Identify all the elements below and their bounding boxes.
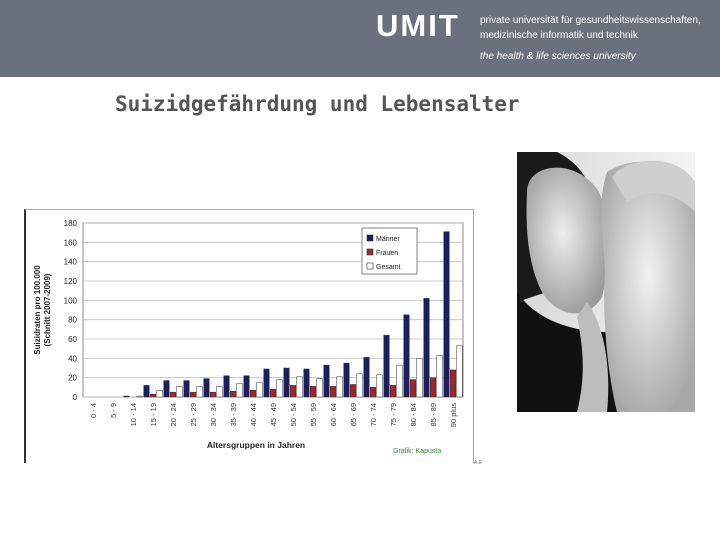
bar-männer (264, 369, 270, 397)
bar-männer (224, 376, 230, 397)
bar-gesamt (197, 386, 203, 397)
bar-männer (364, 357, 370, 397)
x-tick-label: 65 - 69 (349, 403, 358, 427)
bar-frauen (390, 385, 396, 397)
bar-gesamt (177, 386, 183, 397)
bar-gesamt (257, 383, 263, 398)
bar-gesamt (457, 346, 463, 397)
bar-männer (184, 381, 190, 397)
bar-männer (244, 376, 250, 397)
y-tick-label: 20 (68, 373, 77, 383)
x-tick-label: 40 - 44 (249, 403, 258, 427)
x-tick-label: 15 - 19 (149, 403, 158, 427)
bar-gesamt (377, 375, 383, 397)
x-tick-label: 55 - 59 (309, 403, 318, 427)
x-tick-label: 10 - 14 (129, 403, 138, 427)
bar-frauen (450, 370, 456, 397)
x-tick-label: 45 - 49 (269, 403, 278, 427)
bar-gesamt (337, 377, 343, 397)
bar-männer (204, 379, 210, 397)
bar-frauen (410, 380, 416, 397)
bar-männer (164, 381, 170, 397)
tagline-line-2: medizinische informatik und technik (480, 30, 638, 41)
bar-frauen (330, 386, 336, 397)
bar-männer (144, 385, 150, 397)
bar-frauen (370, 387, 376, 397)
bar-gesamt (137, 396, 143, 397)
y-tick-label: 40 (68, 354, 77, 364)
bar-gesamt (317, 379, 323, 397)
x-tick-label: 75 - 79 (389, 403, 398, 427)
bar-frauen (170, 392, 176, 397)
bar-gesamt (157, 390, 163, 397)
bar-männer (124, 396, 130, 397)
chart-frame (24, 209, 474, 463)
bar-gesamt (277, 380, 283, 397)
bar-männer (284, 368, 290, 397)
tagline-line-1: private universität für gesundheitswissenschaften, (480, 15, 701, 26)
footnote-mark: A.E (474, 460, 483, 466)
bar-gesamt (417, 358, 423, 397)
bar-frauen (190, 392, 196, 397)
bar-frauen (150, 394, 156, 397)
header-banner (0, 0, 720, 77)
x-tick-label: 70 - 74 (369, 403, 378, 427)
bar-männer (424, 298, 430, 397)
bar-gesamt (397, 365, 403, 397)
bar-männer (384, 335, 390, 397)
bar-männer (404, 315, 410, 397)
y-tick-label: 60 (68, 335, 77, 344)
bar-männer (344, 363, 350, 397)
x-tick-label: 25 - 29 (189, 403, 198, 427)
x-tick-label: 80 - 84 (409, 403, 418, 427)
bar-frauen (290, 385, 296, 397)
bar-frauen (250, 390, 256, 397)
x-tick-label: 90 plus (449, 403, 458, 428)
legend-label-frauen: Frauen (376, 250, 399, 257)
x-tick-label: 30 - 34 (209, 403, 218, 427)
x-tick-label: 35 - 39 (229, 403, 238, 427)
y-tick-label: 0 (72, 393, 77, 402)
tagline-line-3: the health & life sciences university (480, 51, 636, 62)
bar-gesamt (217, 386, 223, 397)
x-tick-label: 0 - 4 (89, 403, 98, 419)
x-axis-label: Altersgruppen in Jahren (206, 440, 306, 450)
bar-gesamt (237, 383, 243, 397)
x-tick-label: 60 - 64 (329, 403, 338, 427)
y-tick-label: 140 (63, 257, 77, 267)
y-tick-label: 100 (63, 296, 77, 306)
legend-swatch-gesamt (367, 263, 373, 269)
bar-frauen (430, 378, 436, 397)
bar-gesamt (357, 374, 363, 397)
legend-swatch-frauen (367, 249, 373, 255)
y-tick-label: 80 (68, 315, 77, 325)
legend-swatch-männer (367, 235, 373, 241)
x-tick-label: 20 - 24 (169, 403, 178, 427)
bar-frauen (270, 389, 276, 397)
bar-frauen (310, 386, 316, 397)
portrait-photo (517, 152, 695, 412)
bar-gesamt (297, 377, 303, 397)
x-tick-label: 85 - 89 (429, 403, 438, 427)
y-axis-label-line-2: (Schnitt 2007-2009) (43, 273, 52, 347)
slide-title: Suizidgefährdung und Lebensalter (115, 92, 520, 116)
legend-label-männer: Männer (376, 236, 400, 243)
umit-logo: UMIT (376, 8, 460, 43)
legend-label-gesamt: Gesamt (376, 264, 401, 271)
bar-chart (26, 210, 473, 463)
bar-gesamt (437, 355, 443, 397)
y-tick-label: 180 (63, 219, 77, 228)
y-tick-label: 160 (63, 238, 77, 248)
bar-frauen (350, 384, 356, 397)
bar-männer (324, 365, 330, 397)
bar-frauen (230, 391, 236, 397)
bar-männer (304, 369, 310, 397)
y-tick-label: 120 (63, 277, 77, 286)
source-credit: Grafik: Kapusta (393, 448, 442, 455)
bar-frauen (210, 392, 216, 397)
x-tick-label: 5 - 9 (109, 403, 118, 419)
bar-männer (444, 232, 450, 397)
x-tick-label: 50 - 54 (289, 403, 298, 427)
y-axis-label-line-1: Suizidraten pro 100.000 (33, 265, 42, 355)
